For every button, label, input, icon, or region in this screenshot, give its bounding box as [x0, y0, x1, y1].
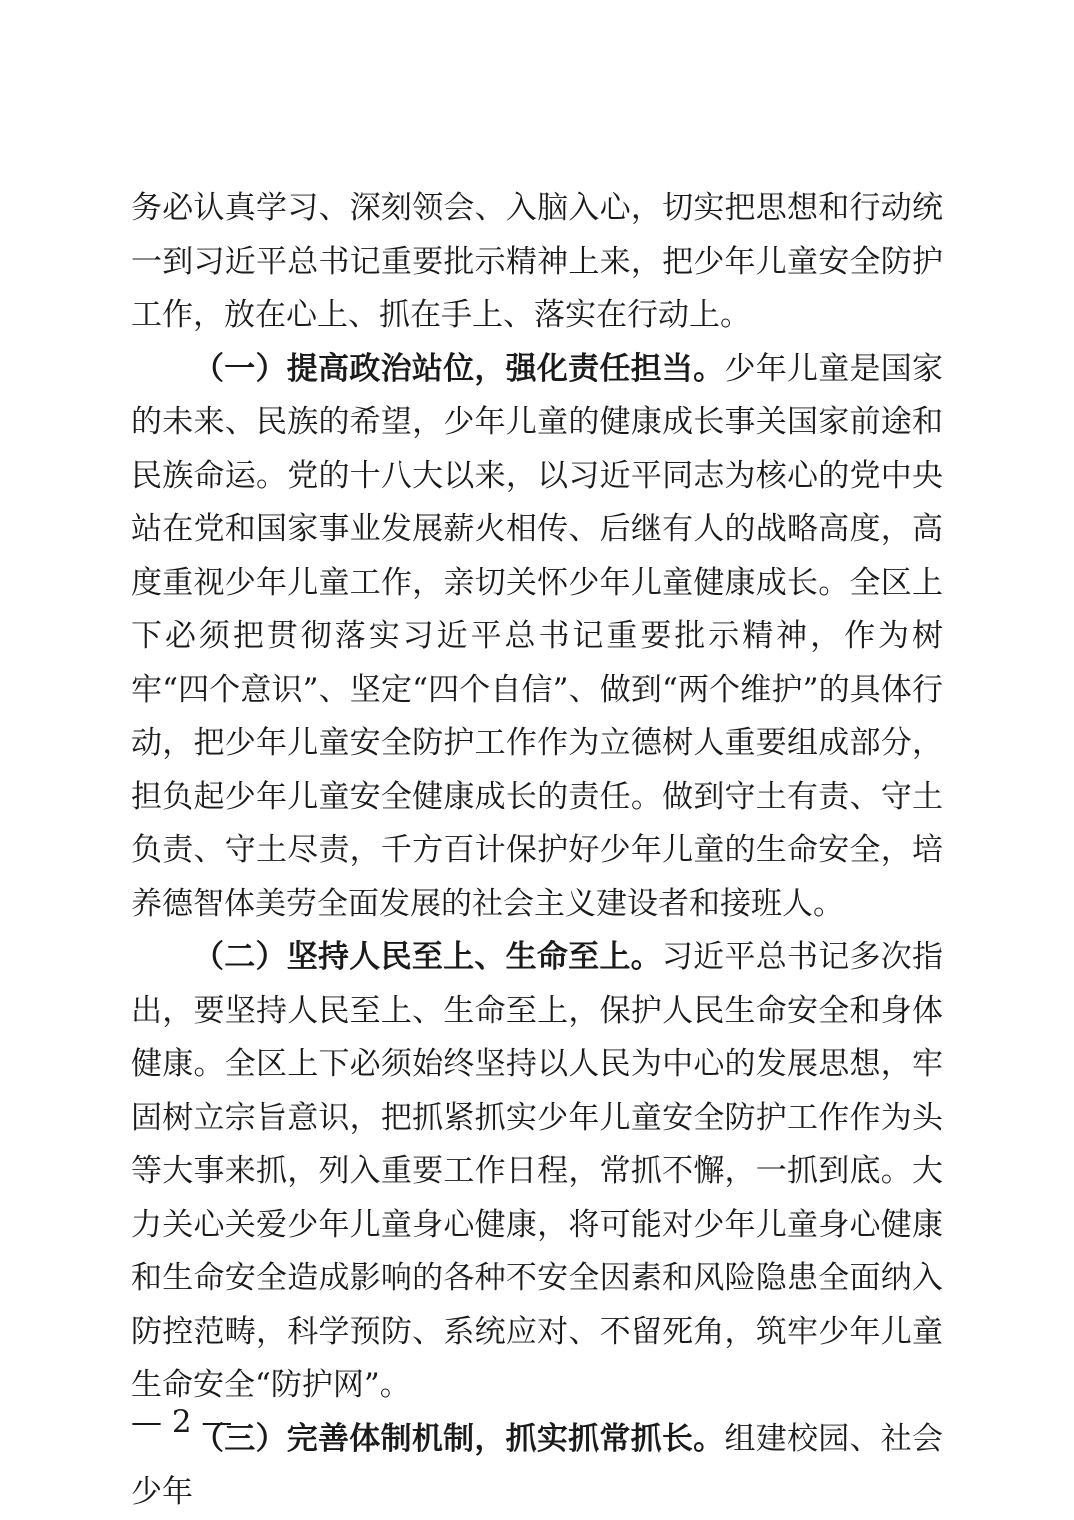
section-2-heading: （二）坚持人民至上、生命至上。	[193, 939, 662, 975]
paragraph-text: 务必认真学习、深刻领会、入脑入心，切实把思想和行动统一到习近平总书记重要批示精神上来，把少年儿童安全防护工作，放在心上、抓在手上、落实在行动上。	[131, 190, 943, 333]
section-3-heading: （三）完善体制机制，抓实抓常抓长。	[193, 1420, 725, 1457]
section-1-text: 少年儿童是国家的未来、民族的希望，少年儿童的健康成长事关国家前途和民族命运。党的十八大以来，以习近平同志为核心的党中央站在党和国家事业发展薪火相传、后继有人的战略高度，高度重视少年儿童工作，亲切关怀少年儿童健康成长。全区上下必须把贯彻落实习近平总书记重要批示精神，作为树牢“四个意识”、坚定“四个自信”、做到“两个维护”的具体行动，把少年儿童安全防护工作作为立德树人重要组成部分，担负起少年儿童安全健康成长的责任。做到守土有责、守土负责、守土尽责，千方百计保护好少年儿童的生命安全，培养德智体美劳全面发展的社会主义建设者和接班人。	[131, 350, 944, 922]
page-number: — 2 —	[131, 1404, 233, 1440]
section-3-text: 组建校园、社会少年	[131, 1420, 944, 1510]
paragraph-section-1	[131, 343, 943, 932]
document-body	[131, 182, 943, 1520]
section-2-text: 习近平总书记多次指出，要坚持人民至上、生命至上，保护人民生命安全和身体健康。全区上下必须始终坚持以人民为中心的发展思想，牢固树立宗旨意识，把抓紧抓实少年儿童安全防护工作作为头等大事来抓，列入重要工作日程，常抓不懈，一抓到底。大力关心关爱少年儿童身心健康，将可能对少年儿童身心健康和生命安全造成影响的各种不安全因素和风险隐患全面纳入防控范畴，科学预防、系统应对、不留死角，筑牢少年儿童生命安全“防护网”。	[131, 939, 944, 1403]
section-1-heading: （一）提高政治站位，强化责任担当。	[193, 350, 725, 387]
paragraph-section-2	[131, 931, 943, 1413]
paragraph-continuation	[131, 182, 943, 343]
paragraph-section-3	[131, 1413, 943, 1520]
